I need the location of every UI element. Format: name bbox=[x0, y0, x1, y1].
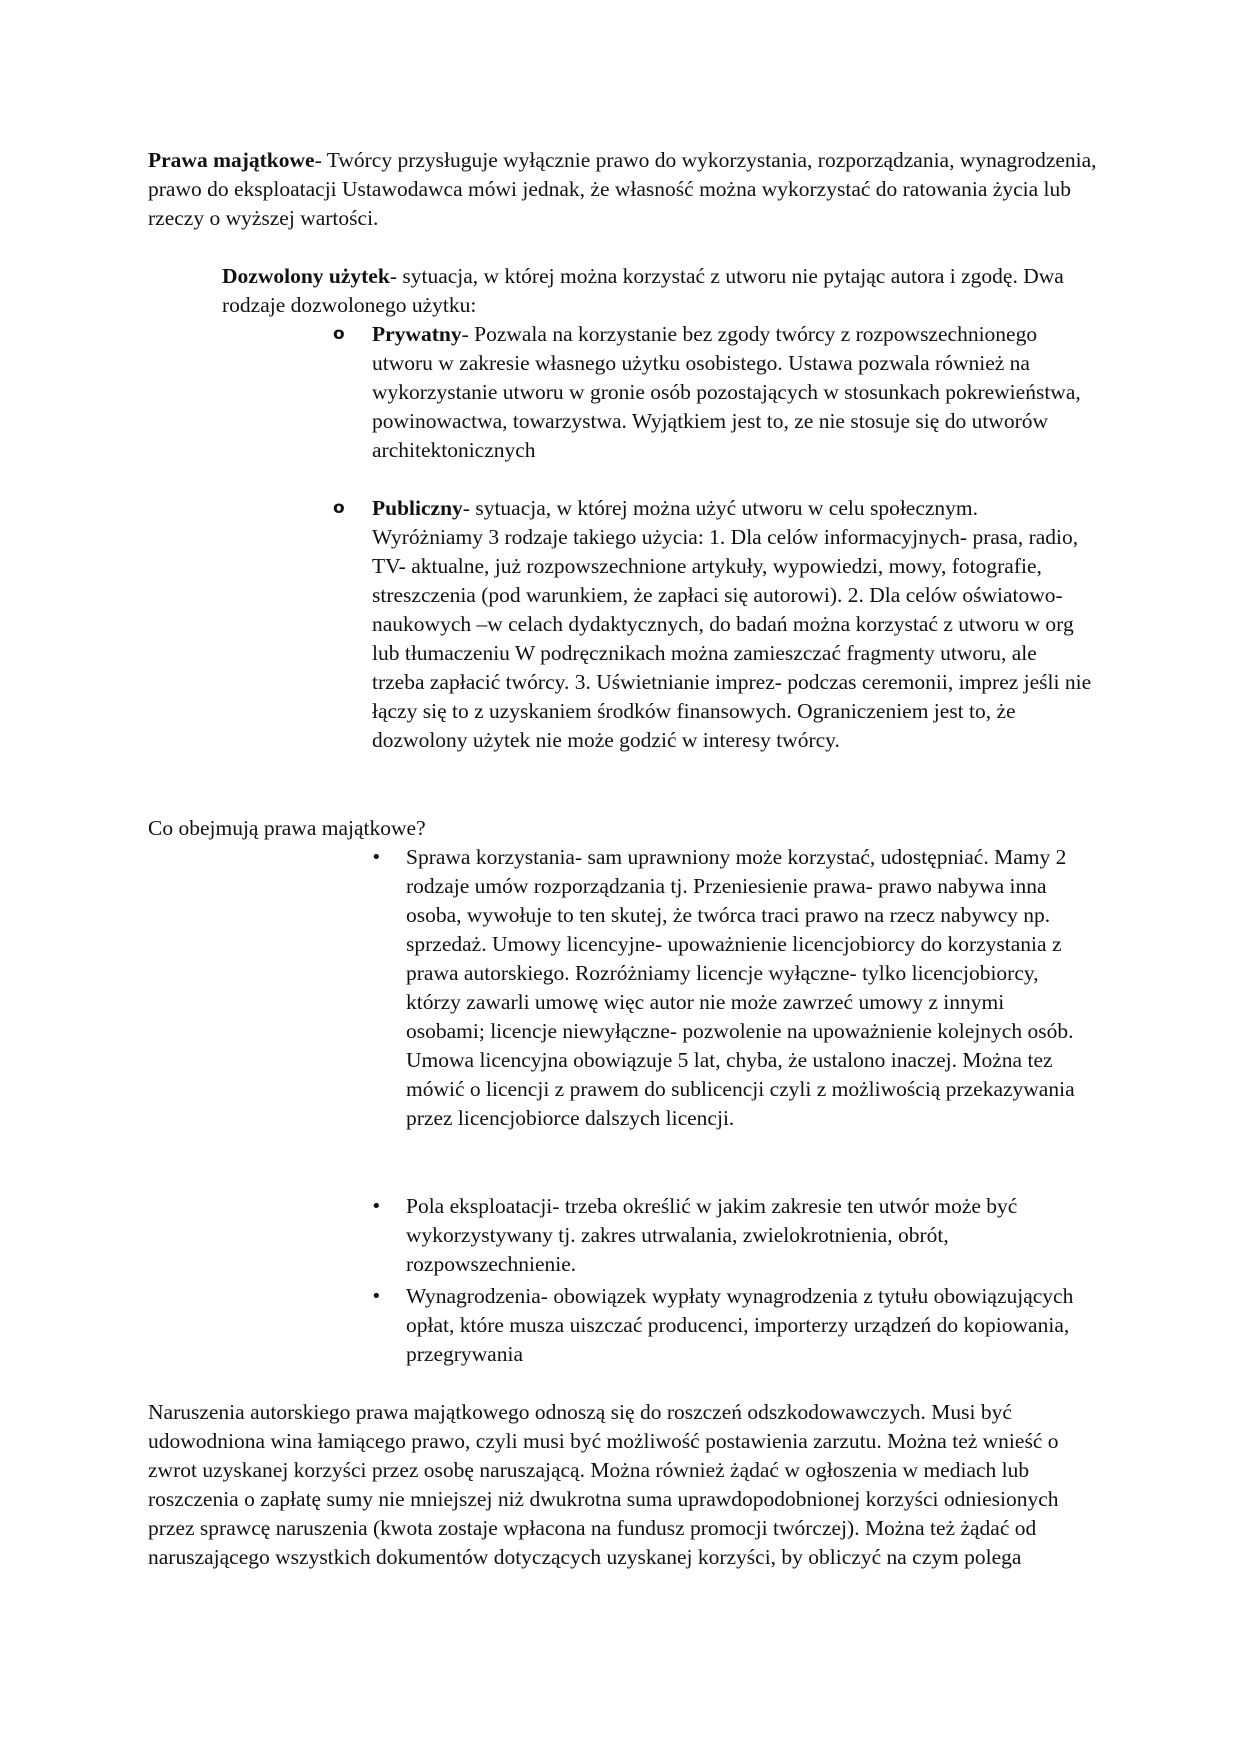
bullet-dot-icon: • bbox=[371, 1196, 382, 1217]
prywatny-text: - Pozwala na korzystanie bez zgody twórcy z rozpowszechnionego utworu w zakresie własnego użytku osobistego. Ustawa pozwala również na wykorzystanie utworu w gronie osób pozostających w stosunkach pokrewieństwa, powinowactwa, towarzystwa. Wyjątkiem jest to, ze nie stosuje się do utworów architektonicznych bbox=[372, 322, 1081, 462]
publiczny-text: - sytuacja, w której można użyć utworu w celu społecznym. Wyróżniamy 3 rodzaje takiego użycia: 1. Dla celów informacyjnych- prasa, radio, TV- aktualne, już rozpowszechnione artykuły, wypowiedzi, mowy, fotografie, streszczenia (pod warunkiem, że zapłaci się autorowi). 2. Dla celów oświatowo-naukowych –w celach dydaktycznych, do badań można korzystać z utworu w org lub tłumaczeniu W podręcznikach można zamieszczać fragmenty utworu, ale trzeba zapłacić twórcy. 3. Uświetnianie imprez- podczas ceremonii, imprez jeśli nie łączy się to z uzyskaniem środków finansowych. Ograniczeniem jest to, że dozwolony użytek nie może godzić w interesy twórcy. bbox=[372, 496, 1092, 752]
list-item-pola-eksploatacji bbox=[371, 1192, 1086, 1279]
list-item-sprawa-korzystania bbox=[371, 843, 1086, 1133]
list-item-prywatny bbox=[333, 320, 1092, 465]
dozwolony-text: - sytuacja, w której można korzystać z utworu nie pytając autora i zgodę. Dwa rodzaje dozwolonego użytku: bbox=[222, 264, 1064, 317]
dozwolony-paragraph bbox=[222, 262, 1102, 320]
circle-bullet-icon: o bbox=[333, 498, 345, 518]
bullet-text: Wynagrodzenia- obowiązek wypłaty wynagrodzenia z tytułu obowiązujących opłat, które musza uiszczać producenci, importerzy urządzeń do kopiowania, przegrywania bbox=[406, 1284, 1074, 1366]
intro-paragraph bbox=[148, 146, 1098, 233]
closing-paragraph: Naruszenia autorskiego prawa majątkowego odnoszą się do roszczeń odszkodowawczych. Musi być udowodniona wina łamiącego prawo, czyli musi być możliwość postawienia zarzutu. Można też wnieść o zwrot uzyskanej korzyści przez osobę naruszającą. Można również żądać w ogłoszenia w mediach lub roszczenia o zapłatę sumy nie mniejszej niż dwukrotna suma uprawdopodobnionej korzyści odniesionych przez sprawcę naruszenia (kwota zostaje wpłacona na fundusz promocji twórczej). Można też żądać od naruszającego wszystkich dokumentów dotyczących uzyskanej korzyści, by obliczyć na czym polega bbox=[148, 1400, 1059, 1569]
list-item-wynagrodzenia bbox=[371, 1282, 1086, 1369]
bullet-dot-icon: • bbox=[371, 1286, 382, 1307]
circle-bullet-icon: o bbox=[333, 324, 345, 344]
bullet-text: Pola eksploatacji- trzeba określić w jakim zakresie ten utwór może być wykorzystywany tj. zakres utrwalania, zwielokrotnienia, obrót, rozpowszechnienie. bbox=[406, 1194, 1018, 1276]
prywatny-term: Prywatny bbox=[372, 322, 462, 346]
intro-term: Prawa majątkowe bbox=[148, 148, 315, 172]
bullet-text: Sprawa korzystania- sam uprawniony może korzystać, udostępniać. Mamy 2 rodzaje umów rozporządzania tj. Przeniesienie prawa- prawo nabywa inna osoba, wywołuje to ten skutej, że twórca traci prawo na rzecz nabywcy np. sprzedaż. Umowy licencyjne- upoważnienie licencjobiorcy do korzystania z prawa autorskiego. Rozróżniamy licencje wyłączne- tylko licencjobiorcy, którzy zawarli umowę więc autor nie może zawrzeć umowy z innymi osobami; licencje niewyłączne- pozwolenie na upoważnienie kolejnych osób. Umowa licencyjna obowiązuje 5 lat, chyba, że ustalono inaczej. Można tez mówić o licencji z prawem do sublicencji czyli z możliwością przekazywania przez licencjobiorce dalszych licencji. bbox=[406, 845, 1075, 1130]
dozwolony-term: Dozwolony użytek bbox=[222, 264, 390, 288]
bullet-dot-icon: • bbox=[371, 847, 382, 868]
question-heading: Co obejmują prawa majątkowe? bbox=[148, 816, 426, 840]
publiczny-term: Publiczny bbox=[372, 496, 463, 520]
list-item-publiczny bbox=[333, 494, 1092, 755]
intro-text: - Twórcy przysługuje wyłącznie prawo do wykorzystania, rozporządzania, wynagrodzenia, prawo do eksploatacji Ustawodawca mówi jednak, że własność można wykorzystać do ratowania życia lub rzeczy o wyższej wartości. bbox=[148, 148, 1097, 230]
